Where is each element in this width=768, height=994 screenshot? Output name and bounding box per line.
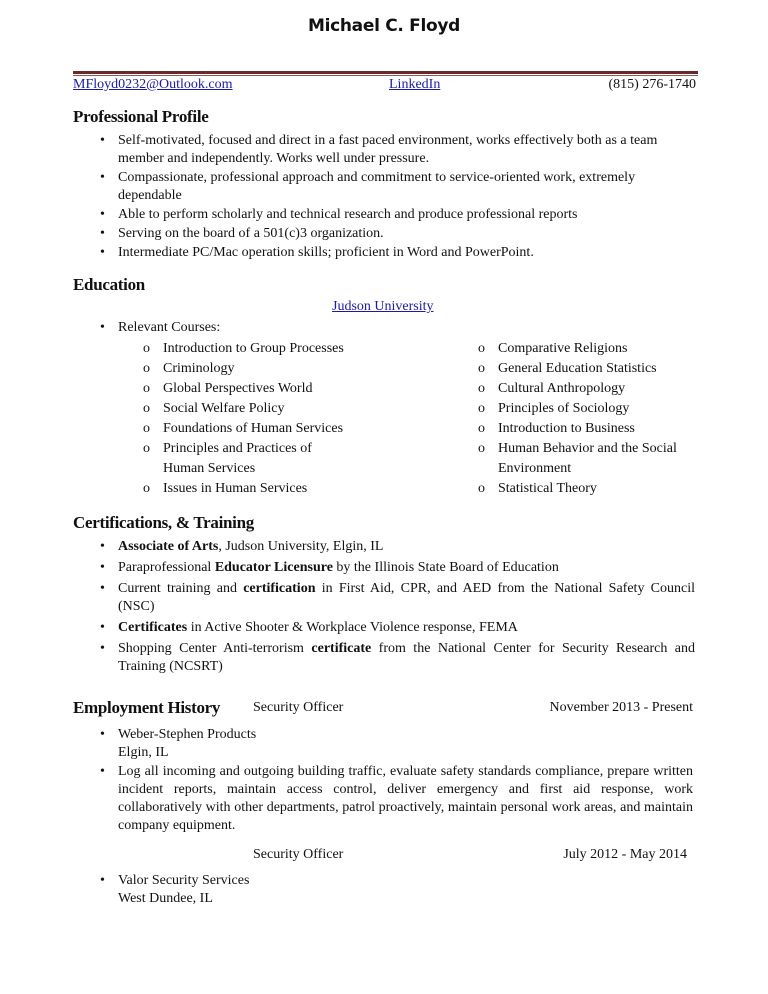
bullet-icon: • (100, 245, 105, 260)
list-item (100, 132, 695, 168)
sub-bullet-icon: o (143, 441, 150, 456)
item-text: Serving on the board of a 501(c)3 organization. (118, 226, 384, 241)
course-name: Introduction to Business (498, 421, 635, 436)
header-rule-thin (73, 75, 698, 76)
certifications-list (100, 538, 695, 676)
course-name: Social Welfare Policy (163, 401, 285, 416)
list-item (100, 559, 695, 577)
school-link[interactable]: Judson University (332, 299, 434, 314)
email-link[interactable]: MFloyd0232@Outlook.com (73, 77, 233, 92)
job-duties: Log all incoming and outgoing building traffic, evaluate safety standards compliance, prepare written incident reports, maintain access control, deliver emergency and first aid response, work collaboratively with other departments, patrol proactively, maintain personal work areas, and maintain company equipment. (118, 764, 693, 833)
item-text: from the National Center for Security Research and Training (NCSRT) (118, 641, 696, 674)
course-name: Principles and Practices of (163, 441, 312, 456)
sub-bullet-icon: o (478, 421, 485, 436)
section-heading-education: Education (73, 275, 145, 294)
sub-bullet-icon: o (478, 481, 485, 496)
section-heading-employment: Employment History (73, 698, 221, 717)
item-text: Paraprofessional (118, 560, 215, 575)
sub-bullet-icon: o (478, 441, 485, 456)
bullet-icon: • (100, 641, 105, 656)
item-text: Intermediate PC/Mac operation skills; proficient in Word and PowerPoint. (118, 245, 534, 260)
list-item (100, 225, 695, 243)
course-name: Statistical Theory (498, 481, 597, 496)
course-name: Introduction to Group Processes (163, 341, 344, 356)
bullet-icon: • (100, 133, 105, 148)
list-item (100, 206, 695, 224)
education-list (100, 319, 695, 337)
company-location: Elgin, IL (118, 745, 169, 760)
sub-bullet-icon: o (143, 381, 150, 396)
course-name: Human Services (163, 461, 256, 476)
courses-label: Relevant Courses: (118, 320, 221, 335)
list-item (100, 619, 695, 637)
course-name: Human Behavior and the Social (498, 441, 677, 456)
section-heading-profile: Professional Profile (73, 107, 209, 126)
company-name: Weber-Stephen Products (118, 727, 257, 742)
course-name: Criminology (163, 361, 235, 376)
bullet-icon: • (100, 560, 105, 575)
bullet-icon: • (100, 226, 105, 241)
list-item (100, 640, 695, 676)
credential-name: Certificates (118, 620, 188, 635)
list-item (100, 538, 695, 556)
list-item (100, 763, 695, 835)
course-name: Principles of Sociology (498, 401, 630, 416)
sub-bullet-icon: o (478, 381, 485, 396)
list-item (100, 580, 695, 616)
item-text: Current training and (118, 581, 244, 596)
list-item (100, 872, 695, 908)
job-title: Security Officer (253, 847, 344, 862)
bullet-icon: • (100, 620, 105, 635)
credential-name: Associate of Arts (118, 539, 219, 554)
bullet-icon: • (100, 320, 105, 335)
sub-bullet-icon: o (143, 341, 150, 356)
course-name: Foundations of Human Services (163, 421, 344, 436)
bullet-icon: • (100, 727, 105, 742)
company-name: Valor Security Services (118, 873, 250, 888)
bullet-icon: • (100, 873, 105, 888)
phone-number: (815) 276-1740 (608, 77, 696, 92)
item-text: in Active Shooter & Workplace Violence response, FEMA (187, 620, 518, 635)
course-name: Cultural Anthropology (498, 381, 626, 396)
sub-bullet-icon: o (143, 401, 150, 416)
job-details (100, 872, 695, 908)
list-item (100, 169, 695, 205)
sub-bullet-icon: o (143, 361, 150, 376)
item-text: in First Aid, CPR, and AED from the National Safety Council (NSC) (118, 581, 695, 614)
list-item (100, 244, 695, 262)
credential-name: certification (243, 581, 316, 596)
sub-bullet-icon: o (143, 481, 150, 496)
item-text: Compassionate, professional approach and commitment to service-oriented work, extremely dependable (118, 170, 636, 203)
item-text: by the Illinois State Board of Education (332, 560, 559, 575)
bullet-icon: • (100, 170, 105, 185)
course-name: Environment (498, 461, 572, 476)
bullet-icon: • (100, 207, 105, 222)
bullet-icon: • (100, 539, 105, 554)
list-item (100, 319, 695, 337)
header-rule (73, 71, 698, 74)
bullet-icon: • (100, 581, 105, 596)
profile-list (100, 132, 695, 262)
credential-name: Educator Licensure (214, 560, 333, 575)
sub-bullet-icon: o (143, 421, 150, 436)
sub-bullet-icon: o (478, 341, 485, 356)
course-name: Global Perspectives World (163, 381, 313, 396)
job-title: Security Officer (253, 700, 344, 715)
job-details (100, 726, 695, 835)
company-location: West Dundee, IL (118, 891, 213, 906)
list-item (100, 726, 695, 762)
item-text: Shopping Center Anti-terrorism (118, 641, 312, 656)
sub-bullet-icon: o (478, 401, 485, 416)
sub-bullet-icon: o (478, 361, 485, 376)
item-text: Self-motivated, focused and direct in a fast paced environment, works effectively both as a team member and independently. Works well under pressure. (118, 133, 658, 166)
candidate-name: Michael C. Floyd (307, 16, 461, 36)
course-name: Comparative Religions (498, 341, 628, 356)
credential-name: certificate (311, 641, 372, 656)
item-text: , Judson University, Elgin, IL (218, 539, 384, 554)
bullet-icon: • (100, 764, 105, 779)
course-name: Issues in Human Services (163, 481, 308, 496)
job-dates: July 2012 - May 2014 (563, 847, 687, 862)
job-dates: November 2013 - Present (549, 700, 693, 715)
section-heading-certifications: Certifications, & Training (73, 513, 254, 532)
item-text: Able to perform scholarly and technical research and produce professional reports (118, 207, 578, 222)
linkedin-link[interactable]: LinkedIn (389, 77, 441, 92)
course-name: General Education Statistics (498, 361, 657, 376)
